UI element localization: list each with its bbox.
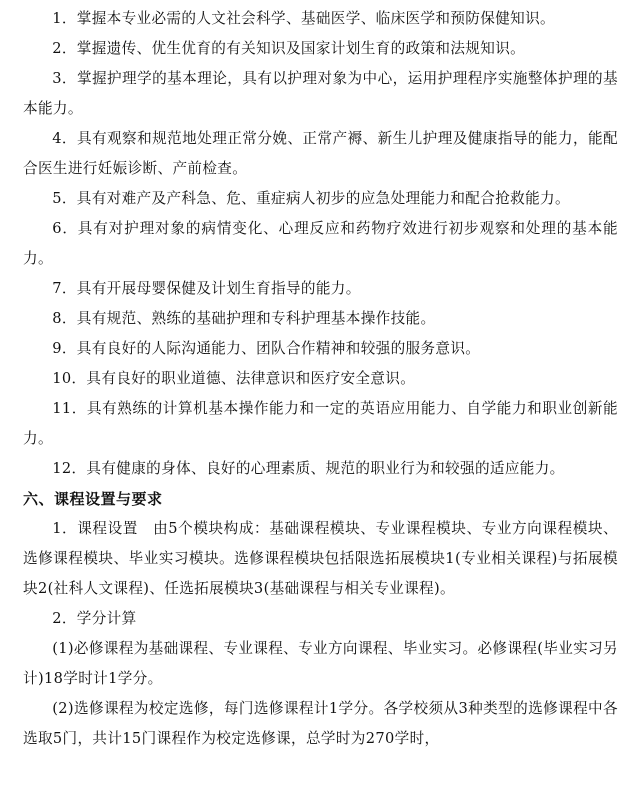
- ability-item-9: 9．具有良好的人际沟通能力、团队合作精神和较强的服务意识。: [52, 340, 481, 357]
- ability-item-12: 12．具有健康的身体、良好的心理素质、规范的职业行为和较强的适应能力。: [52, 460, 565, 477]
- credit-heading: 2．学分计算: [52, 610, 137, 627]
- ability-item-6: 6．具有对护理对象的病情变化、心理反应和药物疗效进行初步观察和处理的基本能力。: [23, 220, 618, 267]
- ability-item-2: 2．掌握遗传、优生优育的有关知识及国家计划生育的政策和法规知识。: [52, 40, 526, 57]
- ability-item-3: 3．掌握护理学的基本理论，具有以护理对象为中心，运用护理程序实施整体护理的基本能力。: [23, 70, 618, 117]
- section-heading: 六、课程设置与要求: [23, 490, 163, 508]
- ability-item-7: 7．具有开展母婴保健及计划生育指导的能力。: [52, 280, 361, 297]
- ability-item-8: 8．具有规范、熟练的基础护理和专科护理基本操作技能。: [52, 310, 436, 327]
- credit-item-1: (1)必修课程为基础课程、专业课程、专业方向课程、毕业实习。必修课程(毕业实习另计)18学时计1学分。: [23, 640, 618, 687]
- ability-item-5: 5．具有对难产及产科急、危、重症病人初步的应急处理能力和配合抢救能力。: [52, 190, 570, 207]
- ability-item-1: 1．掌握本专业必需的人文社会科学、基础医学、临床医学和预防保健知识。: [52, 10, 555, 27]
- course-setup-paragraph: 1．课程设置 由5个模块构成：基础课程模块、专业课程模块、专业方向课程模块、选修课程模块、毕业实习模块。选修课程模块包括限选拓展模块1(专业相关课程)与拓展模块2(社科人文课程)、任选拓展模块3(基础课程与相关专业课程)。: [23, 520, 618, 597]
- ability-item-11: 11．具有熟练的计算机基本操作能力和一定的英语应用能力、自学能力和职业创新能力。: [23, 400, 618, 447]
- credit-item-2: (2)选修课程为校定选修，每门选修课程计1学分。各学校须从3种类型的选修课程中各选取5门，共计15门课程作为校定选修课，总学时为270学时，: [23, 700, 618, 747]
- ability-item-10: 10．具有良好的职业道德、法律意识和医疗安全意识。: [52, 370, 416, 387]
- ability-item-4: 4．具有观察和规范地处理正常分娩、正常产褥、新生儿护理及健康指导的能力，能配合医生进行妊娠诊断、产前检查。: [23, 130, 618, 177]
